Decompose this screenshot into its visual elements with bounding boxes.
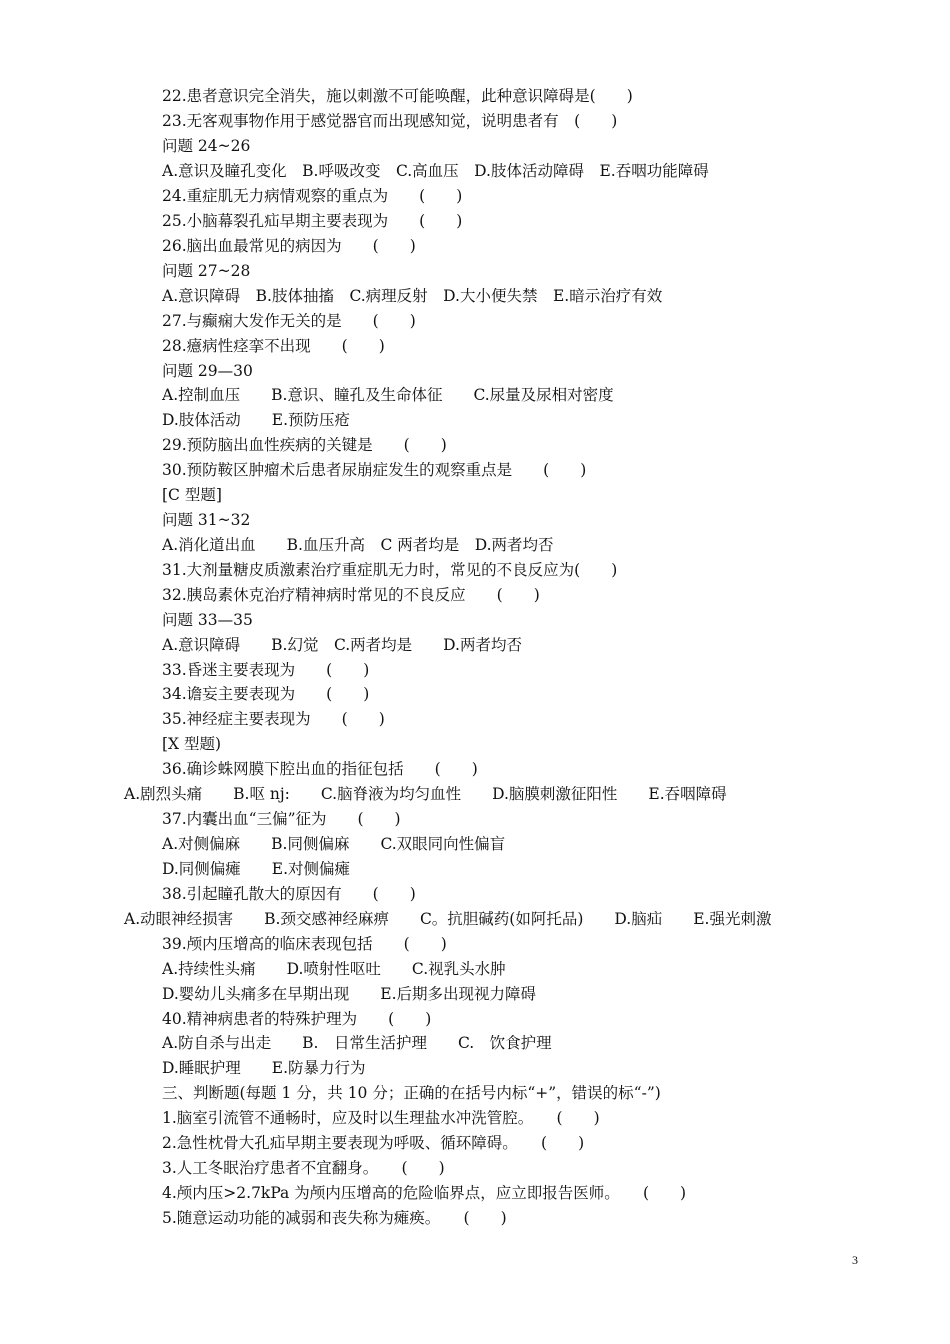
text-line-group-33-35: 问题 33—35	[162, 611, 253, 629]
text-line-39: 39.颅内压增高的临床表现包括 ( )	[162, 935, 447, 953]
section-heading-x-type: [X 型题)	[162, 735, 222, 753]
text-line-options-27-28: A.意识障碍 B.肢体抽搐 C.病理反射 D.大小便失禁 E.暗示治疗有效	[162, 287, 663, 305]
text-line-options-39-b: D.婴幼儿头痛多在早期出现 E.后期多出现视力障碍	[162, 985, 537, 1003]
text-line-group-29-30: 问题 29—30	[162, 362, 253, 380]
text-line-options-37-a: A.对侧偏麻 B.同侧偏麻 C.双眼同向性偏盲	[162, 835, 506, 853]
text-line-30: 30.预防鞍区肿瘤术后患者尿崩症发生的观察重点是 ( )	[162, 461, 587, 479]
text-line-options-39-a: A.持续性头痛 D.喷射性呕吐 C.视乳头水肿	[162, 960, 506, 978]
text-line-options-36: A.剧烈头痛 B.呕 nj: C.脑脊液为均匀血性 D.脑膜刺激征阳性 E.吞咽障碍	[124, 785, 727, 803]
text-line-tf-4: 4.颅内压>2.7kPa 为颅内压增高的危险临界点，应立即报告医师。 ( )	[162, 1184, 687, 1202]
page-number: 3	[852, 1253, 858, 1267]
text-line-tf-1: 1.脑室引流管不通畅时，应及时以生理盐水冲洗管腔。 ( )	[162, 1109, 600, 1127]
text-line-options-29-30-a: A.控制血压 B.意识、瞳孔及生命体征 C.尿量及尿相对密度	[162, 386, 614, 404]
text-line-29: 29.预防脑出血性疾病的关键是 ( )	[162, 436, 447, 454]
text-line-27: 27.与癫痫大发作无关的是 ( )	[162, 312, 416, 330]
section-heading-true-false: 三、判断题(每题 1 分，共 10 分；正确的在括号内标“+”，错误的标“-”)	[162, 1084, 661, 1102]
text-line-tf-3: 3.人工冬眠治疗患者不宜翻身。 ( )	[162, 1159, 445, 1177]
text-line-group-31-32: 问题 31~32	[162, 511, 251, 529]
text-line-31: 31.大剂量糖皮质激素治疗重症肌无力时，常见的不良反应为( )	[162, 561, 618, 579]
section-heading-c-type: [C 型题]	[162, 486, 222, 504]
text-line-group-27-28: 问题 27~28	[162, 262, 251, 280]
text-line-26: 26.脑出血最常见的病因为 ( )	[162, 237, 416, 255]
text-line-37: 37.内囊出血“三偏”征为 ( )	[162, 810, 401, 828]
text-line-options-29-30-b: D.肢体活动 E.预防压疮	[162, 411, 351, 429]
text-line-23: 23.无客观事物作用于感觉器官而出现感知觉，说明患者有 ( )	[162, 112, 618, 130]
text-line-options-38: A.动眼神经损害 B.颈交感神经麻痹 C。抗胆碱药(如阿托品) D.脑疝 E.强光刺激	[124, 910, 772, 928]
text-line-40: 40.精神病患者的特殊护理为 ( )	[162, 1010, 432, 1028]
text-line-32: 32.胰岛素休克治疗精神病时常见的不良反应 ( )	[162, 586, 540, 604]
text-line-options-40-a: A.防自杀与出走 B. 日常生活护理 C. 饮食护理	[162, 1034, 552, 1052]
text-line-22: 22.患者意识完全消失，施以刺激不可能唤醒，此种意识障碍是( )	[162, 87, 633, 105]
text-line-35: 35.神经症主要表现为 ( )	[162, 710, 385, 728]
text-line-25: 25.小脑幕裂孔疝早期主要表现为 ( )	[162, 212, 463, 230]
text-line-28: 28.癔病性痉挛不出现 ( )	[162, 337, 385, 355]
text-line-tf-2: 2.急性枕骨大孔疝早期主要表现为呼吸、循环障碍。 ( )	[162, 1134, 585, 1152]
text-line-36: 36.确诊蛛网膜下腔出血的指征包括 ( )	[162, 760, 478, 778]
text-line-options-37-b: D.同侧偏瘫 E.对侧偏瘫	[162, 860, 351, 878]
text-line-tf-5: 5.随意运动功能的减弱和丧失称为瘫痪。 ( )	[162, 1209, 507, 1227]
text-line-options-31-32: A.消化道出血 B.血压升高 C 两者均是 D.两者均否	[162, 536, 554, 554]
text-line-group-24-26: 问题 24~26	[162, 137, 251, 155]
text-line-34: 34.谵妄主要表现为 ( )	[162, 685, 370, 703]
text-line-options-24-26: A.意识及瞳孔变化 B.呼吸改变 C.高血压 D.肢体活动障碍 E.吞咽功能障碍	[162, 162, 709, 180]
text-line-options-33-35: A.意识障碍 B.幻觉 C.两者均是 D.两者均否	[162, 636, 522, 654]
text-line-24: 24.重症肌无力病情观察的重点为 ( )	[162, 187, 463, 205]
text-line-33: 33.昏迷主要表现为 ( )	[162, 661, 370, 679]
text-line-38: 38.引起瞳孔散大的原因有 ( )	[162, 885, 416, 903]
text-line-options-40-b: D.睡眠护理 E.防暴力行为	[162, 1059, 366, 1077]
